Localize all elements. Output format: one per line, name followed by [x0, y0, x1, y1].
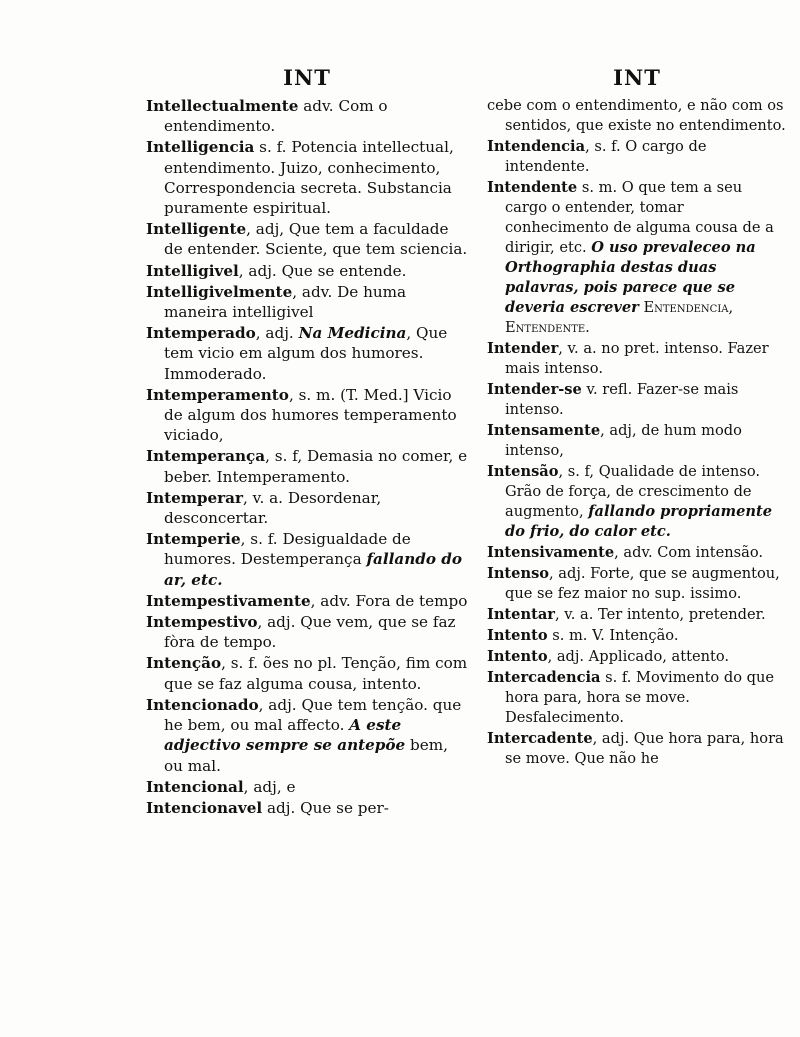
dictionary-entry	[487, 626, 787, 646]
entry-definition: , s. f. Desigualdade de humores. Destemperança	[164, 530, 411, 569]
entry-definition: , s. f. ões no pl. Tenção, fim com que se faz alguma cousa, intento.	[164, 654, 468, 693]
left-running-header: INT	[283, 65, 331, 90]
dictionary-entry	[146, 777, 468, 797]
entry-definition: , adj, e	[243, 777, 296, 796]
entry-definition: , s. f, Qualidade de intenso. Grão de força, de crescimento de augmento,	[505, 463, 760, 520]
entry-headword: Intentar	[487, 606, 555, 623]
entry-definition: , Que tem vicio em algum dos humores. Immoderado.	[164, 324, 448, 383]
entry-headword: Intemperie	[146, 530, 241, 549]
entry-headword: Intemperança	[146, 447, 266, 466]
entry-definition: , v. a. Desordenar, desconcertar.	[164, 488, 382, 528]
entry-headword: Intercadente	[487, 730, 593, 747]
entry-headword: Intento	[487, 648, 548, 665]
entry-headword: Intempestivo	[146, 613, 258, 632]
entry-headword: Intendencia	[487, 138, 586, 155]
dictionary-entry	[146, 695, 468, 776]
dictionary-entry	[487, 421, 787, 461]
entry-headword: Intelligencia	[146, 138, 255, 157]
entry-headword: Intelligente	[146, 220, 247, 239]
entry-headword: Intercadencia	[487, 669, 601, 686]
entry-definition: , adj. Que tem tenção. que he bem, ou mal affecto.	[164, 695, 462, 735]
left-entry-list	[146, 96, 468, 818]
dictionary-entry	[487, 96, 787, 136]
entry-italic-note: A este adjectivo sempre se antepõe	[164, 716, 406, 755]
dictionary-entry	[146, 219, 468, 259]
dictionary-entry	[146, 446, 468, 486]
dictionary-entry	[487, 729, 787, 769]
entry-headword: Intendente	[487, 179, 578, 196]
entry-definition: , adj. Que hora para, hora se move. Que não he	[505, 730, 784, 767]
dictionary-entry	[487, 178, 787, 338]
entry-headword: Intemperado	[146, 324, 256, 343]
dictionary-entry	[487, 668, 787, 728]
entry-headword: Intelligivelmente	[146, 282, 293, 301]
entry-headword: Intensivamente	[487, 544, 615, 561]
entry-definition: s. m. V. Intenção.	[547, 627, 679, 644]
entry-headword: Intencional	[146, 777, 244, 796]
dictionary-entry	[146, 385, 468, 446]
dictionary-entry	[146, 798, 468, 818]
dictionary-entry	[146, 282, 468, 322]
entry-definition: , adv. Com intensão.	[614, 544, 764, 561]
dictionary-entry	[146, 261, 468, 281]
entry-headword: Intender-se	[487, 381, 582, 398]
entry-headword: Intellectualmente	[146, 97, 299, 115]
entry-italic-note: O uso prevaleceo na Orthographia destas duas palavras, pois parece que se deveria escrever	[505, 239, 756, 316]
entry-definition: , v. a. no pret. intenso. Fazer mais intenso.	[505, 340, 769, 377]
right-running-header: INT	[613, 65, 661, 90]
dictionary-entry	[146, 137, 468, 218]
dictionary-entry	[146, 488, 468, 528]
dictionary-entry	[146, 96, 468, 136]
entry-headword: Intemperar	[146, 488, 244, 507]
entry-italic-note: fallando propriamente do frio, do calor etc.	[505, 503, 773, 540]
dictionary-entry	[146, 591, 468, 611]
entry-definition: , adj. Que vem, que se faz fòra de tempo.	[164, 613, 456, 652]
left-column	[146, 66, 468, 819]
dictionary-entry	[487, 605, 787, 625]
dictionary-entry	[487, 543, 787, 563]
entry-headword: Intencionado	[146, 695, 259, 714]
dictionary-entry	[487, 380, 787, 420]
entry-definition: Entendencia, Entendente.	[505, 299, 734, 336]
entry-definition: , adj. Applicado, attento.	[547, 648, 730, 665]
entry-definition: adv. Com o entendimento.	[164, 97, 388, 136]
dictionary-entry	[146, 653, 468, 693]
entry-headword: Intensamente	[487, 422, 601, 439]
entry-definition: , s. f. O cargo de intendente.	[505, 138, 707, 175]
entry-headword: Intenção	[146, 654, 222, 673]
entry-definition: s. f. Potencia intellectual, entendimento. Juizo, conhecimento, Correspondencia secreta. Substancia puramente espiritual.	[164, 138, 454, 218]
entry-definition: bem, ou mal.	[164, 736, 449, 775]
entry-definition: , adj. Que se entende.	[238, 261, 407, 280]
entry-definition: cebe com o entendimento, e não com os sentidos, que existe no entendimento.	[487, 97, 786, 134]
entry-definition: , adv. De huma maneira intelligivel	[164, 282, 407, 322]
entry-definition: s. m. O que tem a seu cargo o entender, tomar conhecimento de alguma cousa de a dirigir, etc.	[505, 179, 774, 256]
entry-headword: Intemperamento	[146, 385, 289, 404]
right-column	[487, 66, 787, 770]
dictionary-entry	[487, 137, 787, 177]
entry-headword: Intempestivamente	[146, 591, 311, 610]
entry-definition: , adj, de hum modo intenso,	[505, 422, 742, 459]
entry-italic-note: fallando do ar, etc.	[164, 550, 463, 589]
entry-definition: , v. a. Ter intento, pretender.	[554, 606, 766, 623]
entry-definition: , s. f, Demasia no comer, e beber. Intemperamento.	[164, 447, 468, 486]
dictionary-entry	[487, 339, 787, 379]
entry-headword: Intensão	[487, 463, 559, 480]
entry-definition: , adj, Que tem a faculdade de entender. Sciente, que tem sciencia.	[164, 220, 468, 259]
dictionary-entry	[487, 564, 787, 604]
dictionary-entry	[146, 529, 468, 590]
entry-definition: , adj.	[255, 324, 299, 343]
entry-definition: , adv. Fora de tempo	[310, 591, 468, 610]
entry-headword: Intender	[487, 340, 559, 357]
dictionary-entry	[146, 612, 468, 652]
dictionary-entry	[146, 323, 468, 384]
entry-definition: , s. m. (T. Med.] Vicio de algum dos humores temperamento viciado,	[164, 385, 457, 445]
entry-definition: s. f. Movimento do que hora para, hora se move. Desfalecimento.	[505, 669, 774, 726]
dictionary-entry	[487, 647, 787, 667]
entry-definition: adj. Que se per-	[262, 798, 389, 817]
entry-headword: Intenso	[487, 565, 550, 582]
entry-headword: Intelligivel	[146, 261, 239, 280]
entry-headword: Intento	[487, 627, 548, 644]
entry-definition: v. refl. Fazer-se mais intenso.	[505, 381, 739, 418]
entry-italic-note: Na Medicina	[298, 324, 407, 343]
right-entry-list	[487, 96, 787, 769]
entry-definition: , adj. Forte, que se augmentou, que se fez maior no sup. issimo.	[505, 565, 780, 602]
entry-headword: Intencionavel	[146, 798, 263, 817]
dictionary-entry	[487, 462, 787, 542]
